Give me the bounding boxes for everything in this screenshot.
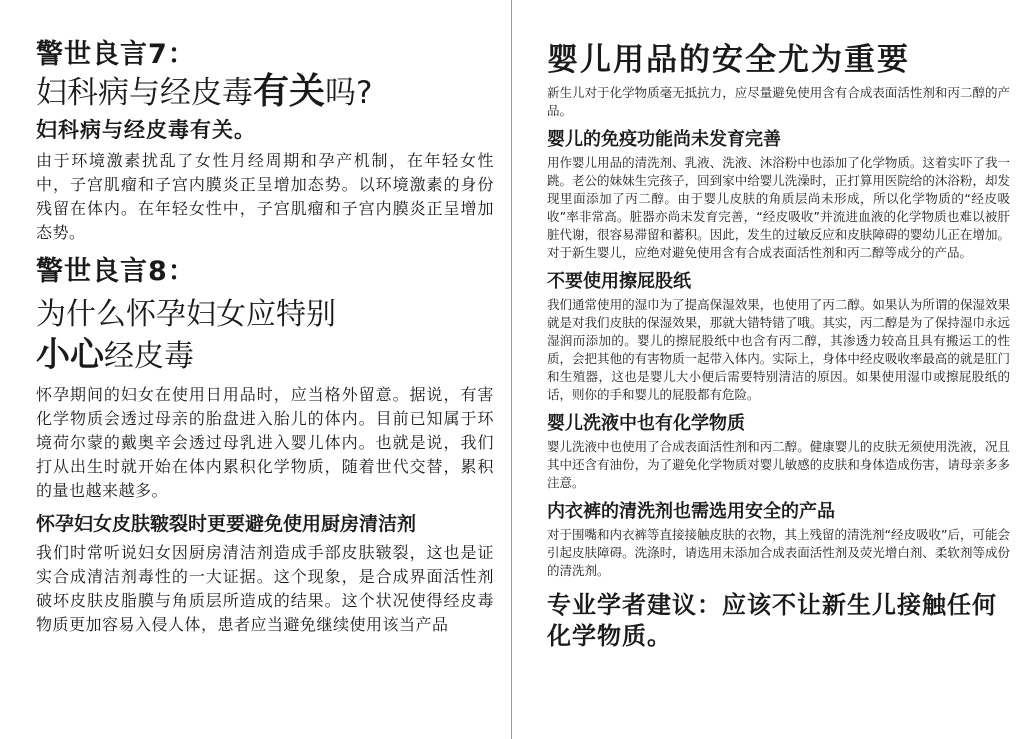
section-text-underwear-detergent: 对于围嘴和内衣裤等直接接触皮肤的衣物，其上残留的清洗剂“经皮吸收”后，可能会引起皮肤障碍。洗涤时，请选用未添加合成表面活性剂及荧光增白剂、柔软剂等成份的清洗剂。 [547, 527, 1010, 578]
section-heading-baby-lotion: 婴儿洗液中也有化学物质 [547, 413, 745, 434]
motto-7-heading: 警世良言7： [36, 39, 196, 70]
expert-advice-statement: 专业学者建议：应该不让新生儿接触任何化学物质。 [547, 591, 997, 650]
section-heading-wipes: 不要使用擦屁股纸 [547, 271, 691, 292]
question-7-text: 妇科病与经皮毒 [36, 75, 253, 111]
kitchen-cleaner-heading: 怀孕妇女皮肤皲裂时更要避免使用厨房清洁剂 [36, 513, 417, 535]
answer-8-paragraph: 怀孕期间的妇女在使用日用品时，应当格外留意。据说，有害化学物质会透过母亲的胎盘进入胎儿的体内。目前已知属于环境荷尔蒙的戴奥辛会透过母乳进入婴儿体内。也就是说，我们打从出生时就开始在体内累积化学物质，随着世代交替，累积的量也越来越多。 [36, 385, 494, 500]
motto-8-heading: 警世良言8： [36, 256, 196, 287]
kitchen-cleaner-paragraph: 我们时常听说妇女因厨房清洁剂造成手部皮肤皲裂，这也是证实合成清洁剂毒性的一大证据。这个现象，是合成界面活性剂破坏皮肤皮脂膜与角质层所造成的结果。这个状况使得经皮毒物质更加容易入侵人体，患者应当避免继续使用该当产品 [36, 543, 494, 634]
question-8-suffix: 经皮毒 [104, 339, 194, 374]
question-7-suffix: 吗? [325, 75, 373, 111]
right-page [513, 0, 1024, 739]
page-divider [511, 0, 512, 739]
question-8-line1: 为什么怀孕妇女应特别 [36, 297, 336, 332]
question-8-emphasis: 小心 [36, 335, 104, 375]
section-text-immunity: 用作婴儿用品的清洗剂、乳液、洗液、沐浴粉中也添加了化学物质。这着实吓了我一跳。老公的妹妹生完孩子，回到家中给婴儿洗澡时，正打算用医院给的沐浴粉，却发现里面添加了丙二醇。由于婴儿皮肤的角质层尚未形成，所以化学物质的“经皮吸收”率非常高。脏器亦尚未发育完善，“经皮吸收”并流进血液的化学物质也难以被肝脏代谢，很容易滞留和蓄积。因此，发生的过敏反应和皮肤障碍的婴幼儿正在增加。对于新生婴儿，应绝对避免使用含有合成表面活性剂和丙二醇等成分的产品。 [547, 155, 1010, 260]
baby-products-intro: 新生儿对于化学物质毫无抵抗力，应尽量避免使用含有合成表面活性剂和丙二醇的产品。 [547, 85, 1010, 118]
answer-7-paragraph: 由于环境激素扰乱了女性月经周期和孕产机制，在年轻女性中，子宫肌瘤和子宫内膜炎正呈增加态势。以环境激素的身份残留在体内。在年轻女性中，子宫肌瘤和子宫内膜炎正呈增加态势。 [36, 151, 494, 242]
section-text-baby-lotion: 婴儿洗液中也使用了合成表面活性剂和丙二醇。健康婴儿的皮肤无须使用洗液，况且其中还含有油份，为了避免化学物质对婴儿敏感的皮肤和身体造成伤害，请母亲多多注意。 [547, 439, 1010, 490]
baby-products-title: 婴儿用品的安全尤为重要 [547, 42, 910, 78]
question-7 [36, 72, 494, 113]
section-heading-immunity: 婴儿的免疫功能尚未发育完善 [547, 129, 781, 150]
section-text-wipes: 我们通常使用的湿巾为了提高保湿效果，也使用了丙二醇。如果认为所谓的保湿效果就是对我们皮肤的保湿效果，那就大错特错了哦。其实，丙二醇是为了保持湿巾永远湿润而添加的。婴儿的擦屁股纸中也含有丙二醇，其渗透力较高且具有搬运工的性质，会把其他的有害物质一起带入体内。实际上，身体中经皮吸收率最高的就是肛门和生殖器，这也是婴儿大小便后需要特别清洁的原因。如果使用湿巾或擦屁股纸的话，则你的手和婴儿的屁股都有危险。 [547, 297, 1010, 402]
question-7-emphasis: 有关 [253, 71, 326, 112]
question-8-line2 [36, 335, 494, 377]
section-heading-underwear-detergent: 内衣裤的清洗剂也需选用安全的产品 [547, 501, 835, 522]
answer-7-title: 妇科病与经皮毒有关。 [36, 118, 256, 142]
